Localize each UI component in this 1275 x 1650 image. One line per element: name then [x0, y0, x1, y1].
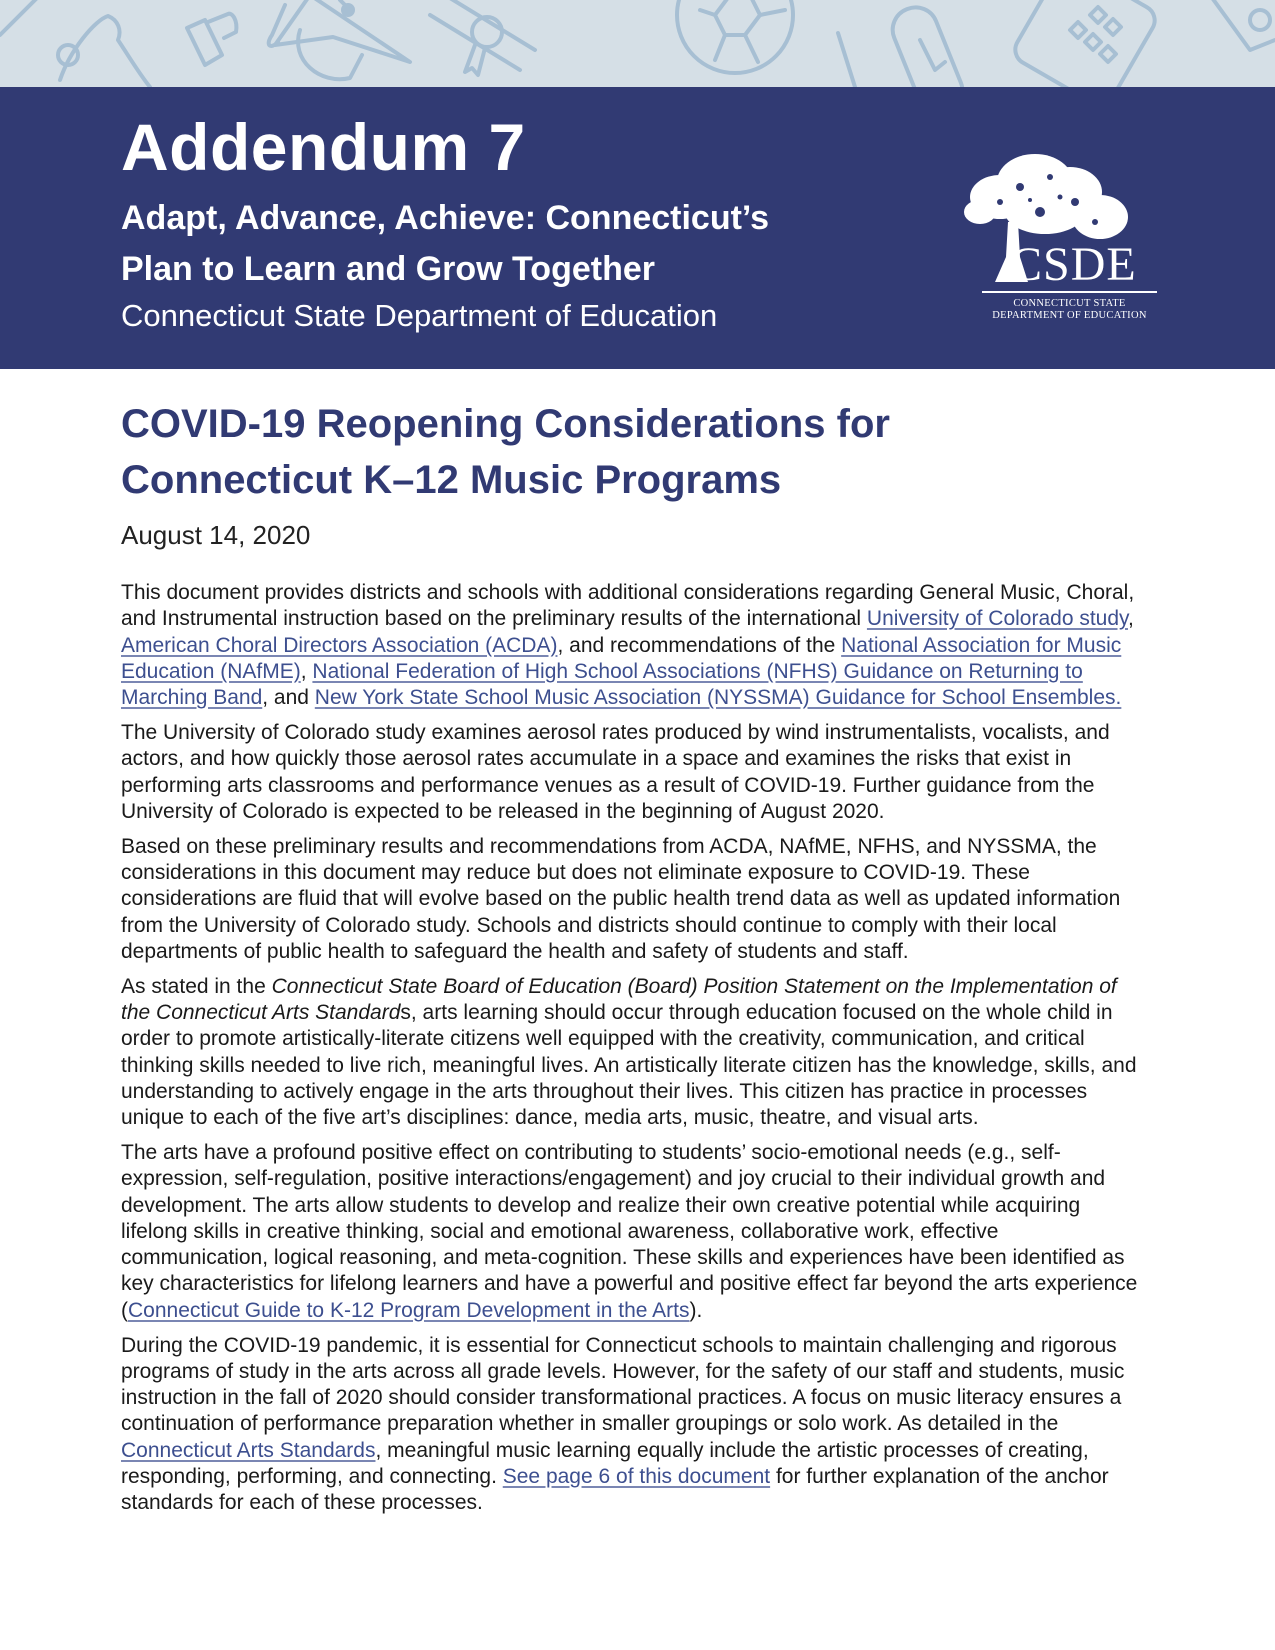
text-run: ). [689, 1298, 703, 1322]
logo-caption-line1: CONNECTICUT STATE [1013, 298, 1126, 309]
pencil-icon [0, 0, 40, 35]
link-nfhs-marching-band-guidance[interactable]: National Federation of High School Associations (NFHS) Guidance on Returning to Marching Band [121, 659, 1083, 710]
logo-wordmark: CSDE [1010, 238, 1137, 291]
text-run: , [300, 659, 313, 683]
usb-drive-icon [886, 1, 969, 87]
link-acda[interactable]: American Choral Directors Association (ACDA) [121, 633, 558, 657]
text-run: During the COVID-19 pandemic, it is essential for Connecticut schools to maintain challenging and rigorous programs of study in the arts across all grade levels. However, for the safety of our staff and students, music instruction in the fall of 2020 should consider transformational practices. A focus on music literacy ensures a continuation of performance preparation whether in smaller groupings or solo work. As detailed in the [121, 1333, 1125, 1436]
document-title [121, 396, 1021, 508]
link-program-development-guide[interactable]: Connecticut Guide to K-12 Program Development in the Arts [128, 1298, 690, 1322]
link-nafme[interactable]: National Association for Music Education (NAfME) [121, 633, 1122, 683]
document-title-line1: COVID-19 Reopening Considerations for [121, 402, 890, 446]
position-statement-title: Connecticut State Board of Education (Board) Position Statement on the Implementation of the Connecticut Arts Standard [121, 974, 1117, 1024]
document-title-line2: Connecticut K–12 Music Programs [121, 458, 782, 502]
graduation-cap-icon [269, 0, 410, 79]
text-run: As stated in the [121, 974, 272, 998]
text-run: , and recommendations of the [557, 633, 842, 657]
plan-subtitle [121, 193, 881, 295]
diploma-icon [430, 0, 535, 75]
paragraph-board-position [121, 974, 1151, 1132]
paragraph-colorado-study: The University of Colorado study examines aerosol rates produced by wind instrumentalists, vocalists, and actors, and how quickly those aerosol rates accumulate in a space and examines the risks that exist in performing arts classrooms and performance venues as a result of COVID-19. Further guidance from the University of Colorado is expected to be released in the beginning of August 2020. [121, 720, 1110, 823]
text-run: , [1127, 607, 1134, 631]
link-see-page-6[interactable]: See page 6 of this document [502, 1465, 771, 1488]
decorative-school-icons-banner [0, 0, 1275, 87]
paragraph-preliminary-results: Based on these preliminary results and recommendations from ACDA, NAfME, NFHS, and NYSSMA, the considerations in this document may reduce but does not eliminate exposure to COVID-19. These considerations are fluid that will evolve based on the public health trend data as well as updated information from the University of Colorado study. Schools and districts should continue to comply with their local departments of public health to safeguard the health and safety of students and staff. [121, 834, 1121, 963]
text-run: , meaningful music learning equally include the artistic processes of creating, responding, performing, and connecting. [121, 1438, 1089, 1488]
logo-caption-line2: DEPARTMENT OF EDUCATION [992, 310, 1147, 319]
soccer-ball-icon [677, 0, 793, 73]
addendum-title: Addendum 7 [121, 110, 526, 184]
pushpin-icon [187, 14, 236, 65]
link-nyssma-guidance[interactable]: New York State School Music Association (NYSSMA) Guidance for School Ensembles. [314, 686, 1122, 710]
text-run: , and [262, 686, 315, 710]
plan-subtitle-line2: Plan to Learn and Grow Together [121, 250, 655, 288]
logo-divider [982, 291, 1157, 293]
csde-logo [940, 142, 1160, 317]
document-body [121, 580, 1151, 1525]
link-connecticut-arts-standards[interactable]: Connecticut Arts Standards [121, 1438, 376, 1462]
header-banner [0, 87, 1275, 369]
pen-icon [838, 33, 855, 87]
text-run: s, arts learning should occur through education focused on the whole child in order to promote artistically-literate citizens well equipped with the creativity, communication, and critical thinking skills needed to live rich, meaningful lives. An artistically literate citizen has the knowledge, skills, and understanding to actively engage in the arts throughout their lives. This citizen has practice in processes unique to each of the five art’s disciplines: dance, media arts, music, theatre, and visual arts. [121, 1000, 1137, 1130]
link-university-of-colorado-study[interactable]: University of Colorado study [866, 607, 1128, 631]
document-date: August 14, 2020 [121, 520, 311, 550]
calculator-icon [1010, 0, 1160, 87]
plan-subtitle-line1: Adapt, Advance, Achieve: Connecticut’s [121, 199, 770, 237]
text-run: for further explanation of the anchor standards for each of these processes. [121, 1465, 1109, 1515]
department-name: Connecticut State Department of Education [121, 298, 718, 333]
paragraph-intro [121, 580, 1151, 711]
apple-icon [58, 16, 150, 87]
text-run: This document provides districts and schools with additional considerations regarding General Music, Choral, and Instrumental instruction based on the preliminary results of the international [121, 581, 1135, 631]
paragraph-arts-effect [121, 1140, 1151, 1324]
text-run: The arts have a profound positive effect on contributing to students’ socio-emotional needs (e.g., self-expression, self-regulation, positive interactions/engagement) and joy crucial to their individual growth and development. The arts allow students to develop and realize their own creative potential while acquiring lifelong skills in creative thinking, social and emotional awareness, collaborative work, effective communication, logical reasoning, and meta-cognition. These skills and experiences have been identified as key characteristics for lifelong learners and have a powerful and positive effect far beyond the arts experience ( [121, 1140, 1138, 1322]
paint-palette-icon [1210, 0, 1275, 50]
paragraph-covid-pandemic [121, 1333, 1151, 1517]
